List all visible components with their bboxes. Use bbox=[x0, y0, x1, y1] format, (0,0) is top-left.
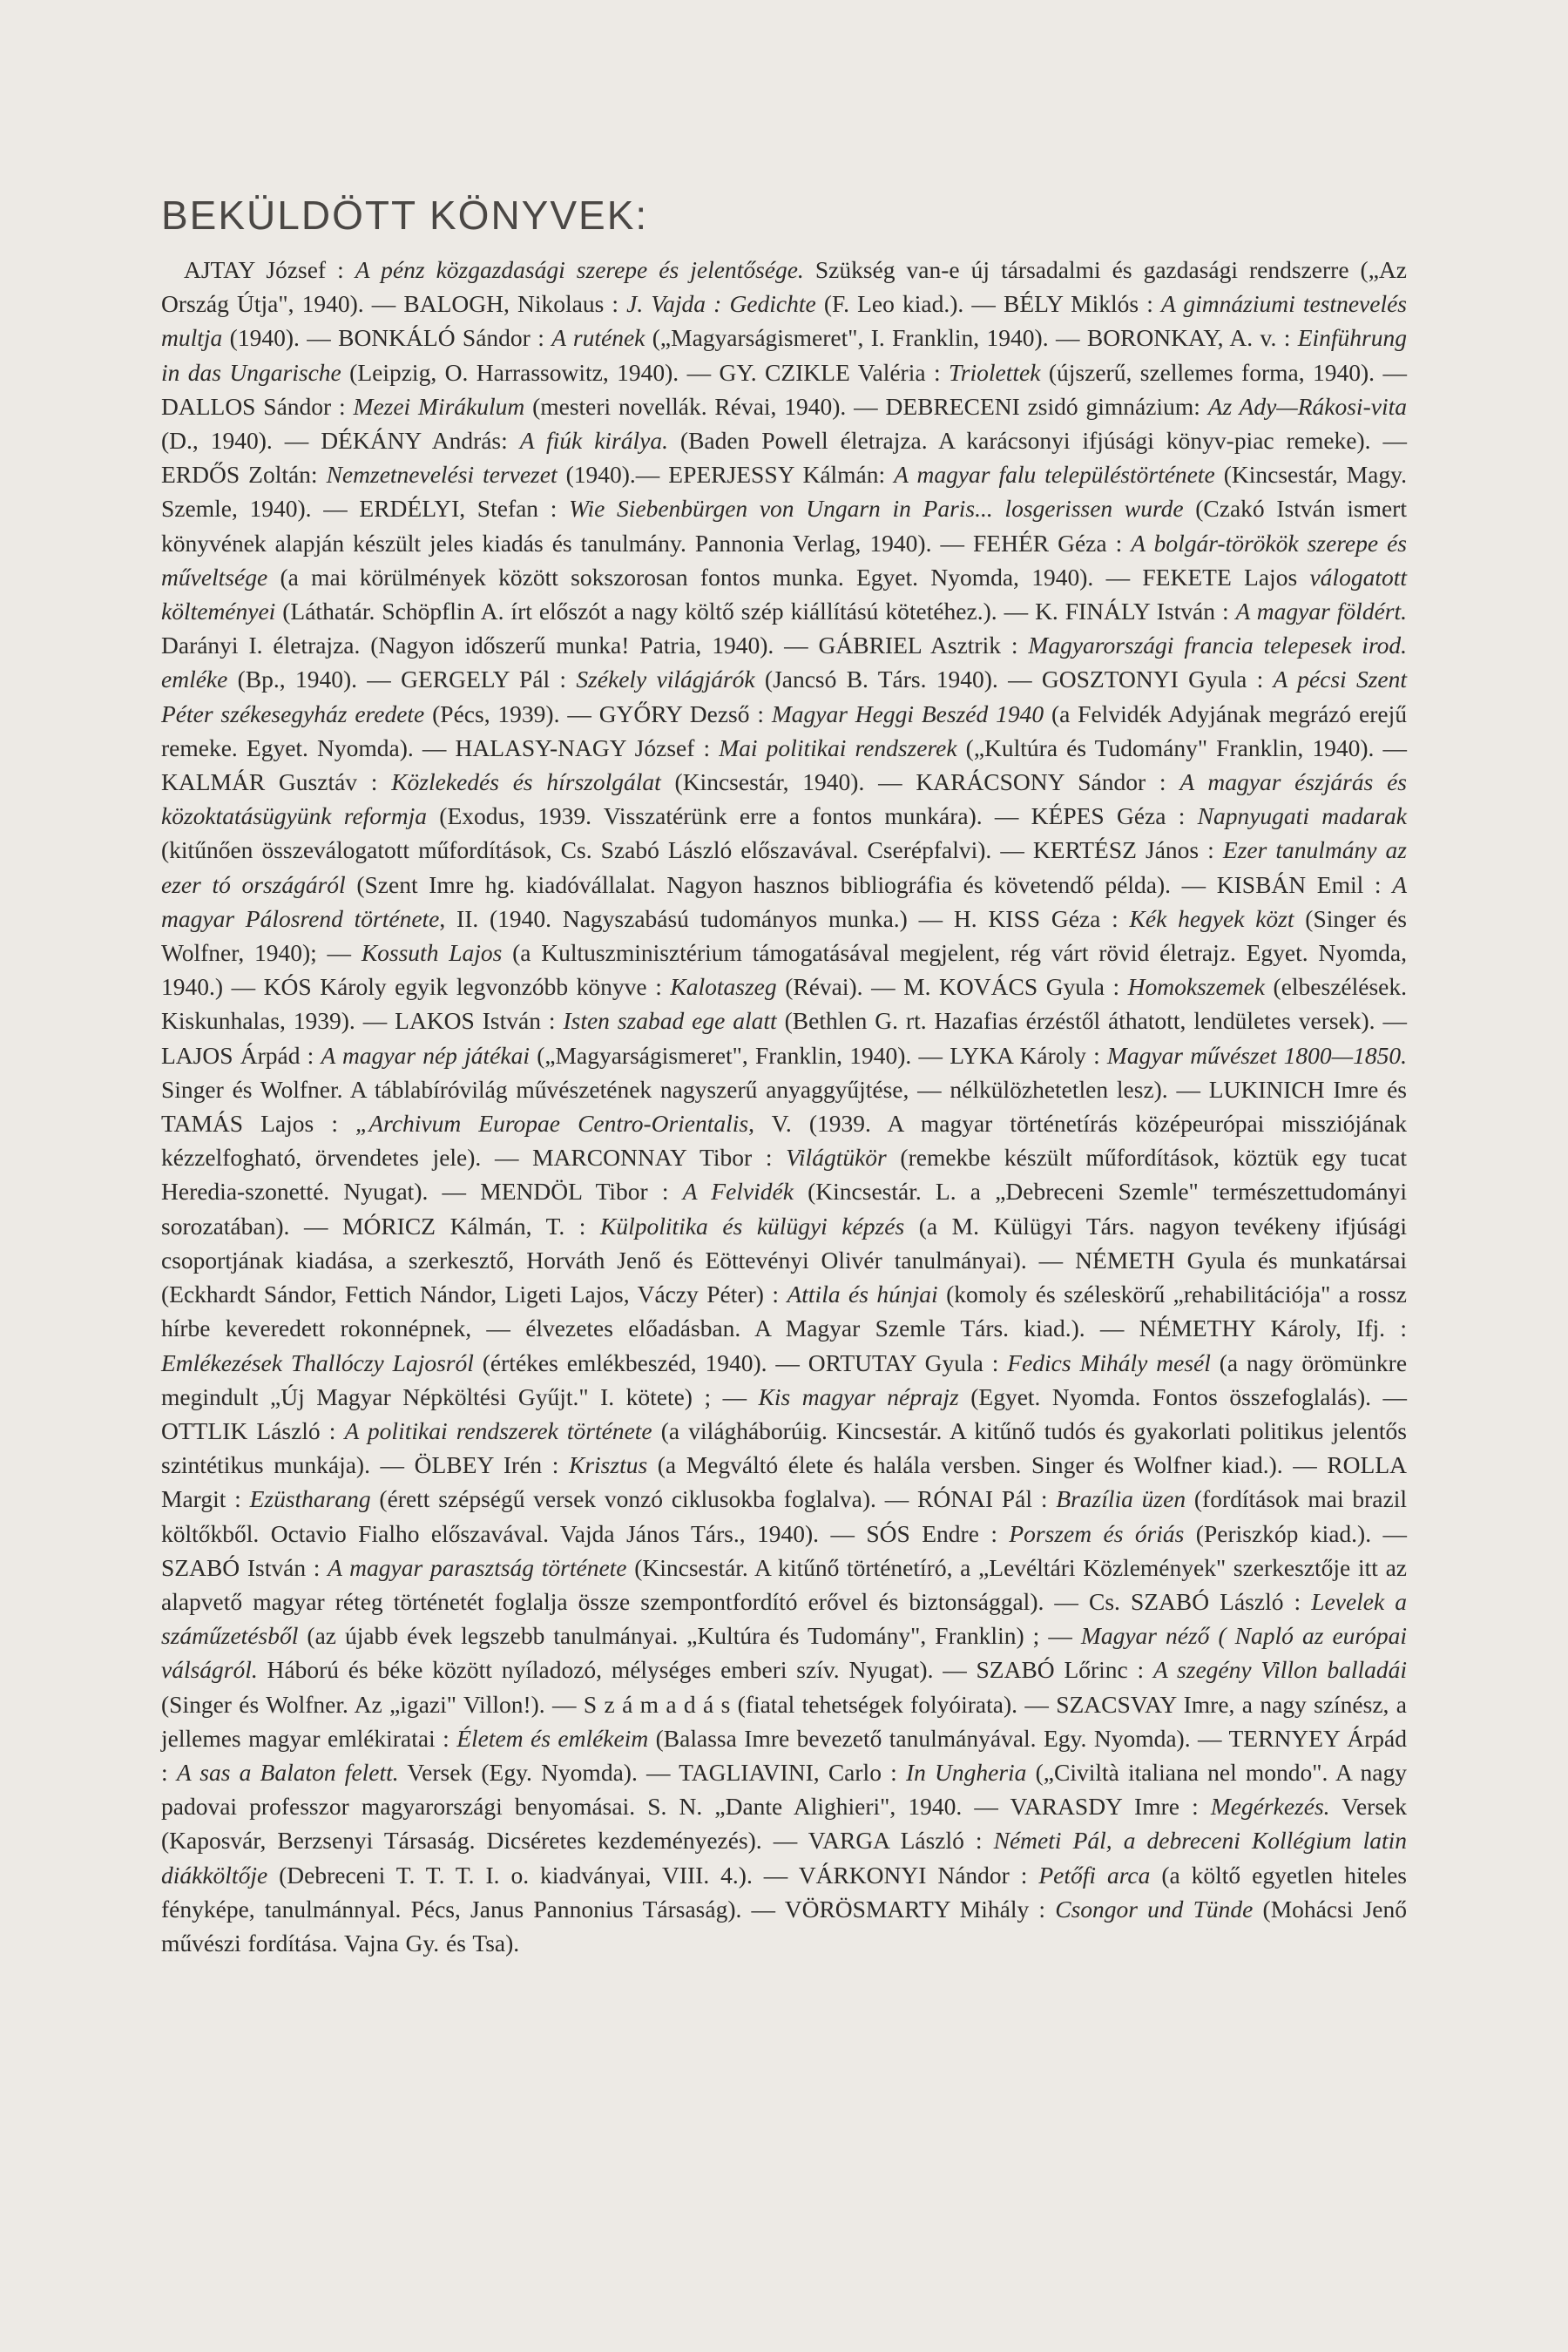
book-author: KÉPES Géza : bbox=[1031, 802, 1198, 830]
book-author: SÓS Endre : bbox=[866, 1519, 1010, 1547]
book-title: A pécsi Szent Péter székesegyház eredete bbox=[161, 666, 1408, 727]
book-author: ERDŐS Zoltán: bbox=[161, 461, 327, 489]
book-note: (a költő egyetlen hiteles fényképe, tanulmánnyal. Pécs, Janus Pannonius Társaság). — bbox=[161, 1861, 1407, 1923]
book-title: Megérkezés. bbox=[1210, 1793, 1330, 1821]
book-note: (értékes emlékbeszéd, 1940). — bbox=[473, 1348, 808, 1376]
book-note: („Civiltà italiana nel mondo". A nagy padovai professzor magyarországi benyomásai. S. N. „Dante Alighieri", 1940. — bbox=[161, 1758, 1408, 1821]
book-entry bbox=[403, 290, 1004, 317]
book-title: Németi Pál, a debreceni Kollégium latin diákköltője bbox=[161, 1827, 1407, 1889]
book-note: (az újabb évek legszebb tanulmányai. „Kultúra és Tudomány", Franklin) ; — bbox=[298, 1622, 1081, 1650]
book-author: KISBÁN Emil : bbox=[1216, 870, 1393, 898]
book-entry bbox=[866, 1520, 1407, 1547]
book-author: Cs. SZABÓ László : bbox=[1088, 1587, 1312, 1615]
book-title: Magyar művészet 1800—1850. bbox=[1106, 1041, 1407, 1069]
book-author: ORTUTAY Gyula : bbox=[808, 1348, 1008, 1376]
book-title: Ezüstharang bbox=[249, 1485, 371, 1513]
book-note: (a M. Külügyi Társ. nagyon tevékeny ifjúsági csoportjának kiadása, a szerkesztő, Horváth Jenő és Eöttevényi Olivér tanulmányai). — bbox=[161, 1212, 1408, 1274]
book-title: A magyar Pálosrend története bbox=[161, 870, 1407, 932]
book-note: (Szent Imre hg. kiadóvállalat. Nagyon hasznos bibliográfia és követendő példa). — bbox=[345, 870, 1217, 898]
book-note: (elbeszélések. Kiskunhalas, 1939). — bbox=[161, 973, 1407, 1035]
book-note: (Révai). — bbox=[776, 973, 904, 1001]
book-author: AJTAY József : bbox=[184, 256, 355, 283]
book-author: DEBRECENI zsidó gimnázium: bbox=[885, 392, 1208, 420]
book-title: Levelek a száműzetésből bbox=[161, 1587, 1408, 1650]
book-title: Kék hegyek közt bbox=[1129, 904, 1294, 932]
book-title: Nemzetnevelési tervezet bbox=[326, 461, 558, 489]
book-title: Fedics Mihály mesél bbox=[1007, 1348, 1211, 1376]
book-title: A rutének bbox=[551, 324, 645, 352]
book-note: (Láthatár. Schöpflin A. írt előszót a nagy költő szép kiállítású kötetéhez.). — bbox=[275, 598, 1036, 625]
book-note: (Mohácsi Jenő művészi fordítása. Vajna Gy. és Tsa). bbox=[161, 1895, 1407, 1957]
book-author: ÖLBEY Irén : bbox=[414, 1451, 569, 1479]
book-note: (Periszkóp kiad.). — bbox=[1184, 1519, 1408, 1547]
book-title: Kossuth Lajos bbox=[361, 939, 503, 967]
book-author: TAGLIAVINI, Carlo : bbox=[679, 1758, 906, 1786]
book-title: A fiúk királya. bbox=[519, 427, 668, 455]
book-note: Szükség van-e új társadalmi és gazdasági rendszerre („Az Ország Útja", 1940). — bbox=[161, 256, 1407, 318]
book-title: Porszem és óriás bbox=[1009, 1519, 1185, 1547]
book-author: SZABÓ Lőrinc : bbox=[976, 1656, 1153, 1684]
book-title: Kalotaszeg bbox=[670, 973, 777, 1001]
book-note: (mesteri novellák. Révai, 1940). — bbox=[524, 392, 886, 420]
book-note: Darányi I. életrajza. (Nagyon időszerű munka! Patria, 1940). — bbox=[161, 632, 819, 659]
book-author: EPERJESSY Kálmán: bbox=[668, 461, 895, 489]
book-entry bbox=[395, 1007, 1407, 1034]
book-note: („Kultúra és Tudomány" Franklin, 1940). — bbox=[956, 733, 1407, 761]
book-note: (1940).— bbox=[557, 461, 669, 489]
book-author: VARASDY Imre : bbox=[1010, 1793, 1211, 1821]
book-author: NÉMETH Gyula és munkatársai (Eckhardt Sándor, Fettich Nándor, Ligeti Lajos, Váczy Péter) : bbox=[161, 1246, 1407, 1308]
book-note: (a mai körülmények között sokszorosan fontos munka. Egyet. Nyomda, 1940). — bbox=[267, 563, 1143, 591]
book-note: Versek (Egy. Nyomda). — bbox=[398, 1758, 679, 1786]
book-note: (remekbe készült műfordítások, köztük egy tucat Heredia-szonetté. Nyugat). — bbox=[161, 1144, 1407, 1206]
book-title: In Ungheria bbox=[905, 1758, 1027, 1786]
book-entry bbox=[161, 393, 885, 420]
book-author: VÁRKONYI Nándor : bbox=[798, 1861, 1039, 1889]
book-author: TERNYEY Árpád : bbox=[161, 1724, 1407, 1786]
book-entry bbox=[456, 734, 1408, 761]
book-note: (Singer és Wolfner, 1940); — bbox=[161, 904, 1407, 967]
book-title: Ezer tanulmány az ezer tó országáról bbox=[161, 836, 1407, 898]
book-author: ROLLA Margit : bbox=[161, 1451, 1407, 1513]
book-note: (kitűnően összeválogatott műfordítások, Cs. Szabó László előszavával. Cserépfalvi). — bbox=[161, 836, 1033, 864]
book-title: Magyar Heggi Beszéd 1940 bbox=[771, 700, 1044, 727]
book-note: (a Kultuszminisztérium támogatásával megjelent, rég várt rövid életrajz. Egyet. Nyomda, 1940.) — bbox=[161, 939, 1407, 1001]
book-entry bbox=[401, 666, 1042, 693]
book-title: Külpolitika és külügyi képzés bbox=[600, 1212, 905, 1240]
book-entry bbox=[321, 427, 1407, 454]
book-note: (Baden Powell életrajza. A karácsonyi ifjúsági könyv-piac remeke). — bbox=[667, 427, 1407, 455]
book-note: (a Felvidék Adyjának megrázó erejű remeke. Egyet. Nyomda). — bbox=[161, 700, 1408, 761]
book-author: MÓRICZ Kálmán, T. : bbox=[342, 1212, 601, 1240]
book-note: (Egyet. Nyomda. Fontos összefoglalás). — bbox=[958, 1382, 1408, 1410]
book-title: Triolettek bbox=[949, 358, 1041, 386]
book-title: J. Vajda : Gedichte bbox=[626, 290, 816, 318]
book-entry bbox=[161, 461, 668, 488]
book-note: (Balassa Imre bevezető tanulmányával. Egy. Nyomda). — bbox=[648, 1724, 1229, 1752]
book-author: KERTÉSZ János : bbox=[1032, 836, 1223, 864]
book-note: Singer és Wolfner. A táblabíróvilág művészetének nagyszerű anyaggyűjtése, — nélkülözhetetlen lesz). — bbox=[161, 1075, 1209, 1103]
book-title: Attila és húnjai bbox=[787, 1281, 938, 1308]
book-note: (Kincsestár. A kitűnő történetíró, a „Levéltári Közlemények" szerkesztője itt az alapvető magyar réteg történetét foglalja össze szempontfordító erővel és biztonsággal). — bbox=[161, 1553, 1407, 1615]
book-author: BONKÁLÓ Sándor : bbox=[338, 324, 552, 352]
book-author: LUKINICH Imre és TAMÁS Lajos : bbox=[161, 1075, 1407, 1138]
book-author: DÉKÁNY András: bbox=[321, 427, 520, 455]
book-note: (Pécs, 1939). — bbox=[424, 700, 599, 727]
book-title: Emlékezések Thallóczy Lajosról bbox=[161, 1348, 474, 1376]
book-note: (Czakó István ismert könyvének alapján készült jeles kiadás és tanulmány. Pannonia Verlag, 1940). — bbox=[161, 495, 1407, 557]
book-author: GERGELY Pál : bbox=[401, 666, 577, 693]
book-author: FEHÉR Géza : bbox=[973, 529, 1132, 557]
book-title: A magyar parasztság története bbox=[328, 1553, 627, 1581]
book-author: FEKETE Lajos bbox=[1142, 563, 1310, 591]
book-title: Életem és emlékeim bbox=[456, 1724, 649, 1752]
book-author: GOSZTONYI Gyula : bbox=[1041, 666, 1274, 693]
book-author: BORONKAY, A. v. : bbox=[1086, 324, 1298, 352]
book-author: M. KOVÁCS Gyula : bbox=[903, 973, 1128, 1001]
book-note: (Bp., 1940). — bbox=[227, 666, 402, 693]
book-title: Isten szabad ege alatt bbox=[563, 1007, 777, 1035]
book-title: A bolgár-törökök szerepe és műveltsége bbox=[161, 529, 1407, 591]
book-note: (a nagy örömünkre megindult „Új Magyar Népköltési Gyűjt." I. kötete) ; — bbox=[161, 1348, 1408, 1410]
book-author: S z á m a d á s (fiatal tehetségek folyóirata). — SZACSVAY Imre, a nagy színész, a jellemes magyar emlékiratai : bbox=[161, 1690, 1407, 1752]
book-title: válogatott költeményei bbox=[161, 563, 1407, 625]
book-note: („Magyarságismeret", I. Franklin, 1940). — bbox=[645, 324, 1087, 352]
book-author: LYKA Károly : bbox=[950, 1041, 1107, 1069]
book-title: A szegény Villon balladái bbox=[1152, 1656, 1407, 1684]
book-author: VARGA László : bbox=[808, 1827, 994, 1855]
book-entry bbox=[759, 1383, 1407, 1410]
book-note: Háború és béke között nyíladozó, mélységes emberi szív. Nyugat). — bbox=[257, 1656, 977, 1684]
book-note: (érett szépségű versek vonzó ciklusokba foglalva). — bbox=[370, 1485, 918, 1513]
book-note: (Kincsestár. L. a „Debreceni Szemle" természettudományi sorozatában). — bbox=[161, 1178, 1407, 1240]
book-note: (Kincsestár, Magy. Szemle, 1940). — bbox=[161, 461, 1407, 523]
book-author: GYŐRY Dezső : bbox=[598, 700, 772, 727]
book-author: OTTLIK László : bbox=[161, 1416, 345, 1444]
book-title: A pénz közgazdasági szerepe és jelentősége. bbox=[355, 256, 804, 283]
book-note: („Magyarságismeret", Franklin, 1940). — bbox=[529, 1041, 950, 1069]
book-title: Einführung in das Ungarische bbox=[161, 324, 1407, 386]
page-body bbox=[161, 192, 1407, 1960]
book-note: Versek (Kaposvár, Berzsenyi Társaság. Dicséretes kezdeményezés). — bbox=[161, 1793, 1407, 1855]
book-note: (Debreceni T. T. T. I. o. kiadványai, VIII. 4.). — bbox=[267, 1861, 799, 1889]
entries-paragraph bbox=[161, 253, 1407, 1960]
book-note: (újszerű, szellemes forma, 1940). — bbox=[1040, 358, 1407, 386]
book-author: GY. CZIKLE Valéria : bbox=[719, 358, 950, 386]
book-title: A Felvidék bbox=[682, 1178, 794, 1206]
book-author: LAKOS István : bbox=[395, 1007, 564, 1035]
book-author: H. KISS Géza : bbox=[953, 904, 1130, 932]
book-note: (Bethlen G. rt. Hazafias érzéstől áthatott, lendületes versek). — bbox=[776, 1007, 1407, 1035]
book-title: A magyar nép játékai bbox=[321, 1041, 530, 1069]
book-author: DALLOS Sándor : bbox=[161, 392, 354, 420]
book-title: A sas a Balaton felett. bbox=[176, 1758, 399, 1786]
book-title: „Archivum Europae Centro-Orientalis bbox=[355, 1110, 749, 1138]
book-note: (a világháborúig. Kincsestár. A kitűnő tudós és gyakorlati politikus jelentős szintétikus munkája). — bbox=[161, 1416, 1407, 1479]
book-note: , II. (1940. Nagyszabású tudományos munka.) — bbox=[439, 904, 954, 932]
book-note: (Leipzig, O. Harrassowitz, 1940). — bbox=[341, 358, 720, 386]
book-title: Kis magyar néprajz bbox=[758, 1382, 959, 1410]
book-author: ERDÉLYI, Stefan : bbox=[359, 495, 570, 523]
book-author: BALOGH, Nikolaus : bbox=[403, 290, 627, 318]
book-title: A magyar észjárás és közoktatásügyünk reformja bbox=[161, 768, 1407, 830]
book-author: VÖRÖSMARTY Mihály : bbox=[784, 1895, 1056, 1923]
book-title: Mezei Mirákulum bbox=[353, 392, 525, 420]
book-note: (1940). — bbox=[222, 324, 339, 352]
book-title: A magyar földért. bbox=[1235, 598, 1407, 625]
book-title: Wie Siebenbürgen von Ungarn in Paris... losgerissen wurde bbox=[569, 495, 1184, 523]
page-title: BEKÜLDÖTT KÖNYVEK: bbox=[161, 193, 649, 238]
book-author: LAJOS Árpád : bbox=[161, 1041, 321, 1069]
book-title: A politikai rendszerek története bbox=[344, 1416, 652, 1444]
book-entry bbox=[338, 324, 1087, 351]
book-title: Világtükör bbox=[786, 1144, 887, 1172]
book-note: (Singer és Wolfner. Az „igazi" Villon!). — bbox=[161, 1690, 584, 1718]
book-author: MARCONNAY Tibor : bbox=[532, 1144, 787, 1172]
book-note: (Kincsestár, 1940). — bbox=[660, 768, 916, 796]
book-author: HALASY-NAGY József : bbox=[455, 733, 720, 761]
book-title: Homokszemek bbox=[1127, 973, 1265, 1001]
book-entry bbox=[161, 1042, 950, 1069]
book-title: Napnyugati madarak bbox=[1197, 802, 1407, 830]
book-title: Mai politikai rendszerek bbox=[719, 733, 957, 761]
book-entry bbox=[415, 1451, 1328, 1478]
book-note: (F. Leo kiad.). — bbox=[815, 290, 1004, 318]
book-title: Közlekedés és hírszolgálat bbox=[391, 768, 661, 796]
book-entry bbox=[161, 768, 916, 795]
book-note: (D., 1940). — bbox=[161, 427, 321, 455]
book-entry bbox=[264, 973, 904, 1000]
book-title: A magyar falu településtörténete bbox=[894, 461, 1215, 489]
book-note: (fordítások mai brazil költőkből. Octavio Fialho előszavával. Vajda János Társ., 1940). — bbox=[161, 1485, 1407, 1547]
book-author: BÉLY Miklós : bbox=[1003, 290, 1161, 318]
book-note: , V. (1939. A magyar történetírás középeurópai missziójának kézzelfogható, örvendetes jele). — bbox=[161, 1110, 1407, 1172]
book-title: Magyar néző ( Napló az európai válságról. bbox=[161, 1622, 1407, 1684]
book-author: SZABÓ István : bbox=[161, 1553, 328, 1581]
book-author: RÓNAI Pál : bbox=[917, 1485, 1057, 1513]
book-author: NÉMETHY Károly, Ifj. : bbox=[1139, 1315, 1407, 1342]
book-note: (komoly és széleskörű „rehabilitációja" a rossz hírbe keveredett rokonnépnek, — élvezetes előadásban. A Magyar Szemle Társ. kiad.). — bbox=[161, 1281, 1407, 1342]
book-title: Az Ady—Rákosi-vita bbox=[1207, 392, 1407, 420]
book-author: KALMÁR Gusztáv : bbox=[161, 768, 392, 796]
book-title: Csongor und Tünde bbox=[1055, 1895, 1254, 1923]
book-title: Brazília üzen bbox=[1056, 1485, 1186, 1513]
book-entry bbox=[720, 359, 1407, 386]
book-note: (Jancsó B. Társ. 1940). — bbox=[754, 666, 1042, 693]
book-title: Székely világjárók bbox=[576, 666, 755, 693]
book-note: (Exodus, 1939. Visszatérünk erre a fontos munkára). — bbox=[427, 802, 1031, 830]
book-author: KARÁCSONY Sándor : bbox=[916, 768, 1180, 796]
book-note: (a Megváltó élete és halála versben. Singer és Wolfner kiad.). — bbox=[647, 1451, 1328, 1479]
book-author: GÁBRIEL Asztrik : bbox=[818, 632, 1029, 659]
book-title: Krisztus bbox=[568, 1451, 648, 1479]
book-author: MENDÖL Tibor : bbox=[480, 1178, 683, 1206]
book-title: A gimnáziumi testnevelés multja bbox=[161, 290, 1407, 352]
book-title: Magyarországi francia telepesek irod. emléke bbox=[161, 632, 1408, 693]
book-author: K. FINÁLY István : bbox=[1035, 598, 1236, 625]
book-title: Petőfi arca bbox=[1038, 1861, 1151, 1889]
book-author: KÓS Károly egyik legvonzóbb könyve : bbox=[263, 973, 671, 1001]
